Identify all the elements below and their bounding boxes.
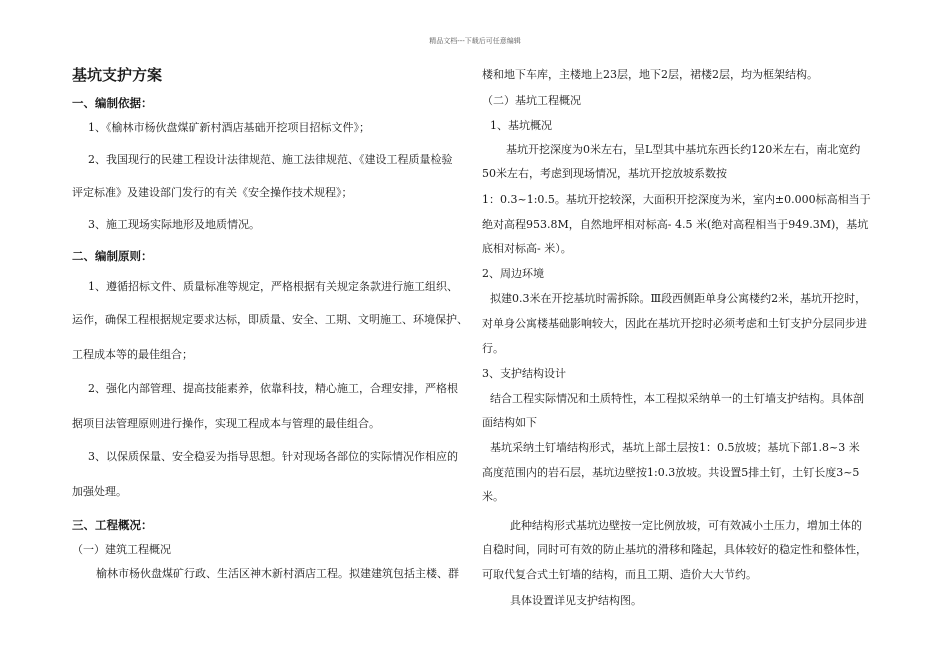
subsection-heading: 3、支护结构设计 xyxy=(482,367,566,380)
subsection-heading: 2、周边环境 xyxy=(482,267,544,280)
subsection-heading: 1、基坑概况 xyxy=(490,119,552,132)
page-title: 基坑支护方案 xyxy=(72,66,163,84)
paragraph-line: 基坑开挖深度为0米左右，呈L型其中基坑东西长约120米左右，南北宽约 xyxy=(506,143,861,156)
header-note: 精品文档---下载后可任意编辑 xyxy=(429,37,521,45)
subsection-heading: （一）建筑工程概况 xyxy=(72,543,171,556)
paragraph-line: 绝对高程953.8M，自然地坪相对标高- 4.5 米(绝对高程相当于949.3M)，基坑 xyxy=(482,218,869,231)
paragraph-line: 行。 xyxy=(482,342,504,355)
paragraph-line: 加强处理。 xyxy=(72,485,127,498)
paragraph-line: 底相对标高- 米）。 xyxy=(482,242,572,255)
subsection-heading: （二）基坑工程概况 xyxy=(482,94,581,107)
paragraph-line: 1、《榆林市杨伙盘煤矿新村酒店基础开挖项目招标文件》； xyxy=(88,121,370,134)
paragraph-line: 50米左右，考虑到现场情况，基坑开挖放坡系数按 xyxy=(482,167,727,180)
paragraph-line: 3、以保质保量、安全稳妥为指导思想。针对现场各部位的实际情况作相应的 xyxy=(88,450,458,463)
paragraph-line: 基坑采纳土钉墙结构形式，基坑上部土层按1：0.5放坡；基坑下部1.8~3 米 xyxy=(490,441,860,454)
paragraph-line: 2、强化内部管理、提高技能素养，依靠科技，精心施工，合理安排，严格根 xyxy=(88,382,458,395)
paragraph-line: 对单身公寓楼基础影响较大，因此在基坑开挖时必须考虑和土钉支护分层同步进 xyxy=(482,317,867,330)
paragraph-line: 楼和地下车库，主楼地上23层，地下2层，裙楼2层，均为框架结构。 xyxy=(482,68,818,81)
paragraph-line: 评定标准》及建设部门发行的有关《安全操作技术规程》； xyxy=(72,186,353,199)
paragraph-line: 运作，确保工程根据规定要求达标，即质量、安全、工期、文明施工、环境保护、 xyxy=(72,313,468,326)
paragraph-line: 榆林市杨伙盘煤矿行政、生活区神木新村酒店工程。拟建建筑包括主楼、群 xyxy=(96,567,459,580)
paragraph-line: 1：0.3~1:0.5。基坑开挖较深，大面积开挖深度为米，室内±0.000标高相当于 xyxy=(482,193,871,206)
section-heading-basis: 一、编制依据： xyxy=(72,96,153,110)
section-heading-principles: 二、编制原则： xyxy=(72,249,153,263)
paragraph-line: 米。 xyxy=(482,490,504,503)
paragraph-line: 自稳时间，同时可有效的防止基坑的滑移和隆起，具体较好的稳定性和整体性， xyxy=(482,543,867,556)
paragraph-line: 结合工程实际情况和土质特性，本工程拟采纳单一的土钉墙支护结构。具体剖 xyxy=(490,392,864,405)
paragraph-line: 工程成本等的最佳组合； xyxy=(72,348,193,361)
paragraph-line: 面结构如下 xyxy=(482,416,537,429)
paragraph-line: 3、施工现场实际地形及地质情况。 xyxy=(88,218,260,231)
paragraph-line: 此种结构形式基坑边壁按一定比例放坡，可有效减小土压力，增加土体的 xyxy=(510,519,862,532)
paragraph-line: 1、遵循招标文件、质量标准等规定，严格根据有关规定条款进行施工组织、 xyxy=(88,280,458,293)
paragraph-line: 具体设置详见支护结构图。 xyxy=(510,594,642,607)
paragraph-line: 拟建0.3米在开挖基坑时需拆除。Ⅲ段西侧距单身公寓楼约2米，基坑开挖时， xyxy=(490,292,867,305)
paragraph-line: 2、我国现行的民建工程设计法律规范、施工法律规范、《建设工程质量检验 xyxy=(88,153,453,166)
paragraph-line: 可取代复合式土钉墙的结构，而且工期、造价大大节约。 xyxy=(482,568,757,581)
paragraph-line: 高度范围内的岩石层，基坑边壁按1:0.3放坡。共设置5排土钉，土钉长度3~5 xyxy=(482,466,860,479)
paragraph-line: 据项目法管理原则进行操作，实现工程成本与管理的最佳组合。 xyxy=(72,417,380,430)
section-heading-overview: 三、工程概况： xyxy=(72,518,153,532)
